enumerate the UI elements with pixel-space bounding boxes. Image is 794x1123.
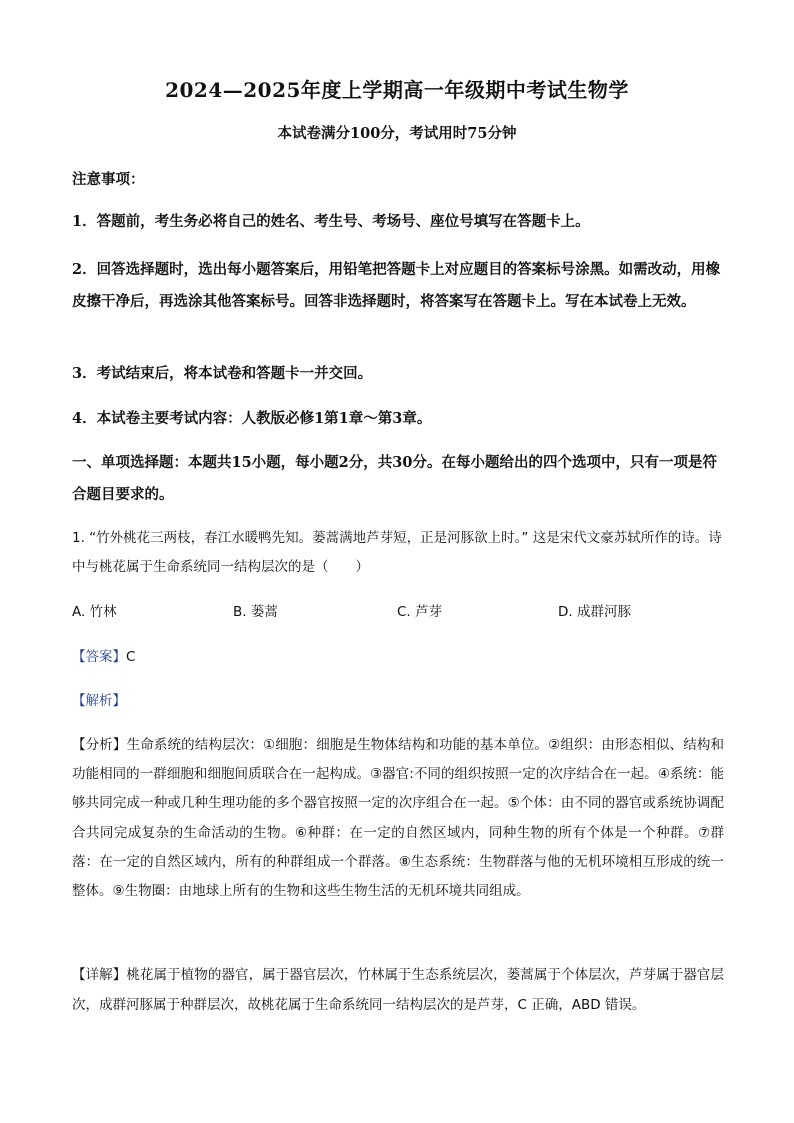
jiexi-tag: 【解析】: [72, 693, 126, 709]
notice-item-4: 4．本试卷主要考试内容：人教版必修1第1章～第3章。: [72, 410, 432, 427]
option-c: C. 芦芽: [397, 604, 443, 620]
detail-text: 桃花属于植物的器官，属于器官层次，竹林属于生态系统层次，蒌蒿属于个体层次，芦芽属于器官层次，成群河豚属于种群层次，故桃花属于生命系统同一结构层次的是芦芽，C 正确，ABD 错误。: [72, 967, 725, 1013]
answer-tag: 【答案】: [72, 649, 126, 665]
detail-tag: 【详解】: [72, 967, 127, 983]
section-heading: 一、单项选择题：本题共15小题，每小题2分，共30分。在每小题给出的四个选项中，只有一项是符合题目要求的。: [72, 454, 717, 503]
answer-value: C: [126, 649, 136, 665]
jiexi-line: [72, 686, 724, 716]
option-b: B. 蒌蒿: [233, 604, 278, 620]
analysis-text: 生命系统的结构层次：①细胞：细胞是生物体结构和功能的基本单位。②组织：由形态相似、结构和功能相同的一群细胞和细胞间质联合在一起构成。③器官:不同的组织按照一定的次序结合在一起。④系统：能够共同完成一种或几种生理功能的多个器官按照一定的次序组合在一起。⑤个体：由不同的器官或系统协调配合共同完成复杂的生命活动的生物。⑥种群：在一定的自然区域内，同种生物的所有个体是一个种群。⑦群落：在一定的自然区域内，所有的种群组成一个群落。⑧生态系统：生物群落与他的无机环境相互形成的统一整体。⑨生物圈：由地球上所有的生物和这些生物生活的无机环境共同组成。: [72, 737, 724, 900]
analysis-paragraph: [72, 731, 724, 906]
option-d: D. 成群河豚: [558, 604, 631, 620]
analysis-tag: 【分析】: [72, 737, 127, 753]
notice-item-3: 3．考试结束后，将本试卷和答题卡一并交回。: [72, 365, 373, 382]
answer-line: [72, 642, 724, 672]
exam-title: 2024—2025年度上学期高一年级期中考试生物学: [165, 78, 629, 102]
detail-paragraph: [72, 961, 724, 1020]
notice-item-2: 2．回答选择题时，选出每小题答案后，用铅笔把答题卡上对应题目的答案标号涂黑。如需改动，用橡皮擦干净后，再选涂其他答案标号。回答非选择题时，将答案写在答题卡上。写在本试卷上无效。: [72, 261, 721, 310]
option-a: A. 竹林: [72, 604, 117, 620]
notice-heading: 注意事项：: [72, 171, 145, 188]
notice-item-1: 1．答题前，考生务必将自己的姓名、考生号、考场号、座位号填写在答题卡上。: [72, 213, 590, 230]
question-1-stem: 1. “竹外桃花三两枝，春江水暖鸭先知。蒌蒿满地芦芽短，正是河豚欲上时。” 这是宋代文豪苏轼所作的诗。诗中与桃花属于生命系统同一结构层次的是（ ）: [72, 530, 722, 575]
exam-subtitle: 本试卷满分100分，考试用时75分钟: [277, 125, 517, 142]
question-1-options: [72, 597, 724, 627]
